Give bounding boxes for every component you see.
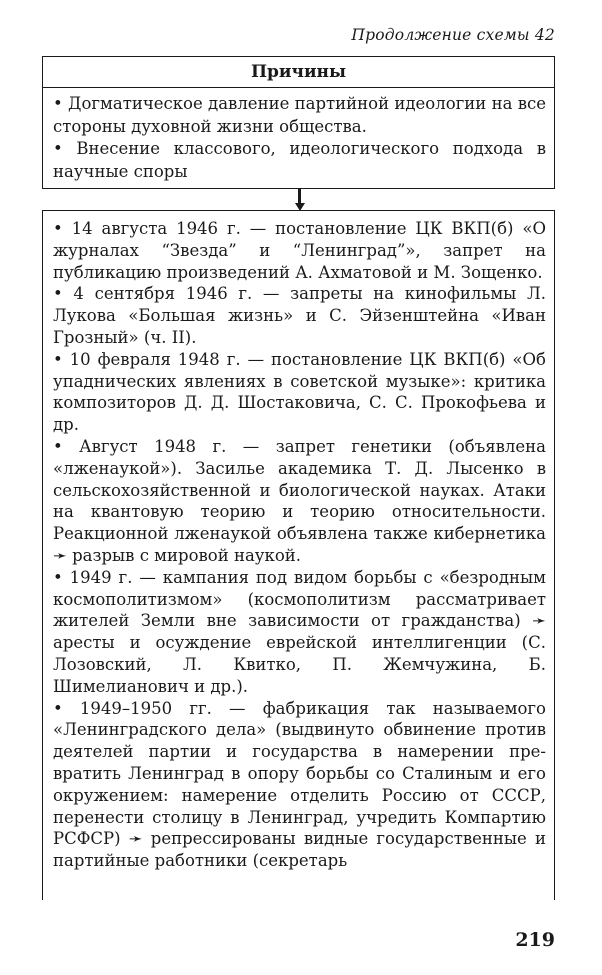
event-item: • 10 февраля 1948 г. — постановление ЦК ВКП(б) «Об упаднических явлениях в советской музыке»: критика композиторов Д. Д. Шостаковича, С. С. Прокофьева и др. xyxy=(53,349,546,435)
event-item: • 1949 г. — кампания под видом борьбы с «безродным космополитизмом» (космополитизм рассматривает жителей Земли вне зависимости от гражданства) ➛ аресты и осуждение еврейской интеллигенции (С. Лозовский, Л. Квитко, П. Жемчужина, Б. Шимелианович и др.). xyxy=(53,567,546,696)
event-item: • Август 1948 г. — запрет генетики (объявлена «лженаукой»). Засилье академика Т. Д. Лысенко в сельскохозяйственной и биологической науках. Атаки на квантовую теорию и теорию относительности. Реакционной лженаукой объявлена также кибернетика ➛ разрыв с мировой наукой. xyxy=(53,436,546,565)
causes-box xyxy=(42,56,555,189)
scheme-continuation-caption: Продолжение схемы 42 xyxy=(351,26,555,44)
event-item: • 14 августа 1946 г. — постановление ЦК ВКП(б) «О журналах “Звезда” и “Ленинград”», запрет на публикацию произведений А. Ахматовой и М. Зощенко. xyxy=(53,219,546,282)
causes-title: Причины xyxy=(43,57,554,88)
causes-list xyxy=(43,88,554,183)
event-item: • 4 сентября 1946 г. — запреты на кинофильмы Л. Лукова «Большая жизнь» и С. Эйзенштейна «Иван Грозный» (ч. II). xyxy=(53,284,546,347)
events-box xyxy=(42,210,555,900)
page-number: 219 xyxy=(515,929,555,951)
event-item: • 1949–1950 гг. — фабрикация так называемого «Ленинградского дела» (выдвинуто обвинение против деятелей партии и государства в намерении превратить Ленинград в опору борьбы со Сталиным и его окружением: намерение отделить Россию от СССР, перенести столицу в Ленинград, учредить Компартию РСФСР) ➛ репрессированы видные государственные и партийные работники (секретарь xyxy=(53,698,546,871)
cause-item: • Внесение классового, идеологического подхода в научные споры xyxy=(53,139,546,181)
cause-item: • Догматическое давление партийной идеологии на все стороны духовной жизни общества. xyxy=(53,94,546,136)
